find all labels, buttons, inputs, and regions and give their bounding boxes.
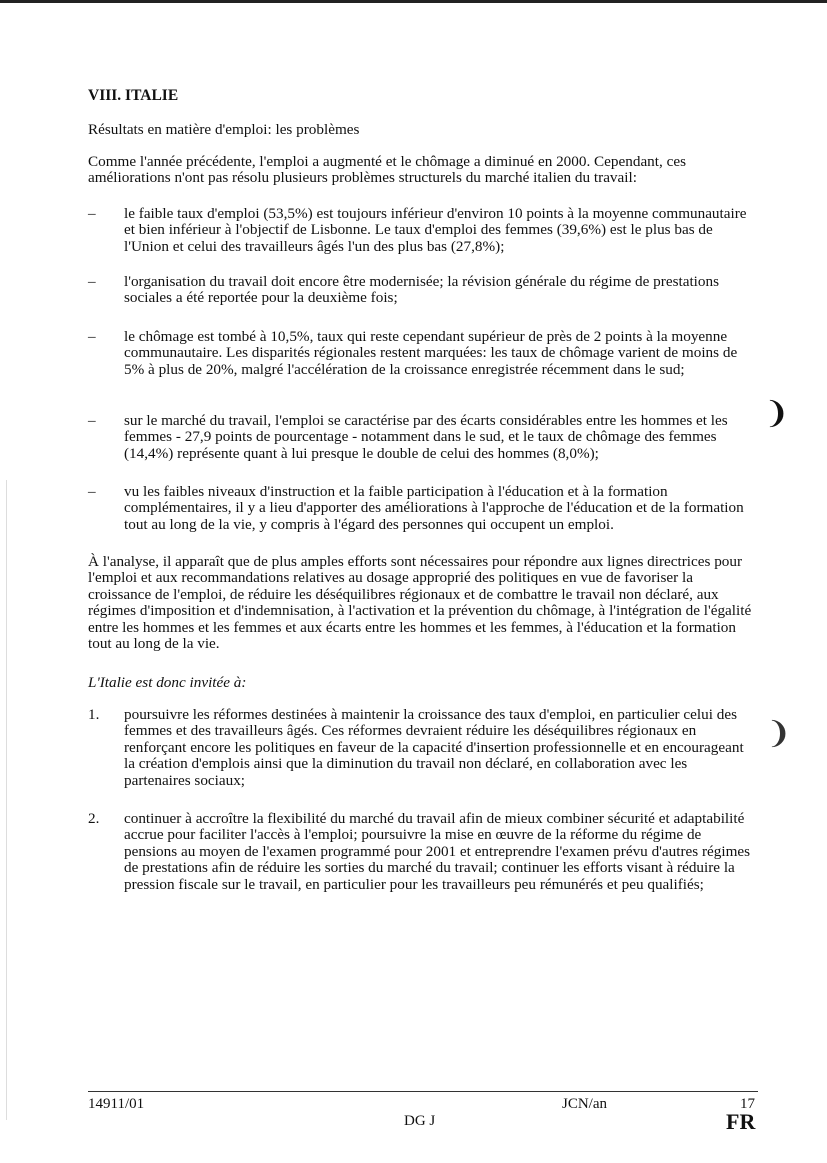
footer-doc-number: 14911/01	[88, 1096, 145, 1112]
top-border-line	[0, 0, 827, 3]
problem-text: sur le marché du travail, l'emploi se caractérise par des écarts considérables entre les hommes et les femmes - 27,9 points de pourcentage - notamment dans le sud, et le taux de chômage des femmes (14,4%) représente quant à lui presque le double de celui des hommes (8,0%);	[124, 412, 728, 462]
binder-hole-mark: ❩	[764, 396, 790, 431]
footer-page-number: 17	[740, 1096, 755, 1112]
problem-item	[88, 274, 758, 307]
intro-paragraph: Comme l'année précédente, l'emploi a augmenté et le chômage a diminué en 2000. Cependant, ces améliorations n'ont pas résolu plusieurs problèmes structurels du marché italien du travail:	[88, 153, 686, 187]
footer-author: JCN/an	[562, 1096, 607, 1112]
recommendation-text: continuer à accroître la flexibilité du marché du travail afin de mieux combiner sécurité et adaptabilité accrue pour faciliter l'accès à l'emploi; poursuivre la mise en œuvre de la réforme du régime de pensions au moyen de l'examen programmé pour 2001 et entreprendre l'examen prévu d'autres régimes de prestations afin de réduire les sorties du marché du travail; continuer les efforts visant à réduire la pression fiscale sur le travail, en particulier pour les travailleurs peu rémunérés et peu qualifiés;	[124, 810, 751, 893]
problem-text: vu les faibles niveaux d'instruction et la faible participation à l'éducation et à la formation complémentaires, il y a lieu d'apporter des améliorations à l'approche de l'éducation et de la formation tout au long de la vie, y compris à l'égard des personnes qui occupent un emploi.	[124, 483, 744, 533]
invitation-line: L'Italie est donc invitée à:	[88, 674, 247, 691]
section-subheading: Résultats en matière d'emploi: les problèmes	[88, 121, 360, 138]
problem-item	[88, 329, 758, 378]
scan-margin-line	[6, 480, 7, 1120]
number-marker: 2.	[88, 810, 100, 827]
recommendation-item	[88, 707, 758, 789]
problem-text: l'organisation du travail doit encore être modernisée; la révision générale du régime de prestations sociales a été reportée pour la deuxième fois;	[124, 273, 719, 307]
section-heading: VIII. ITALIE	[88, 87, 179, 104]
recommendation-text: poursuivre les réformes destinées à maintenir la croissance des taux d'emploi, en particulier celui des femmes et des travailleurs âgés. Ces réformes devraient réduire les déséquilibres régionaux en renforçant encore les politiques en faveur de la capacité d'insertion professionnelle et en encourageant la création d'emplois ainsi que la diminution du travail non déclaré, en collaboration avec les partenaires sociaux;	[124, 706, 744, 789]
problem-item	[88, 413, 758, 462]
footer-rule	[88, 1091, 758, 1092]
footer-directorate: DG J	[404, 1113, 436, 1129]
problem-item	[88, 484, 758, 533]
number-marker: 1.	[88, 706, 100, 723]
dash-marker: –	[88, 483, 96, 500]
footer-language: FR	[726, 1109, 756, 1134]
dash-marker: –	[88, 412, 96, 429]
recommendation-item	[88, 811, 758, 893]
problem-text: le faible taux d'emploi (53,5%) est toujours inférieur d'environ 10 points à la moyenne communautaire et bien inférieur à l'objectif de Lisbonne. Le taux d'emploi des femmes (39,6%) est le plus bas de l'Union et celui des travailleurs âgés l'un des plus bas (27,8%);	[124, 205, 747, 255]
problem-item	[88, 206, 758, 255]
problem-text: le chômage est tombé à 10,5%, taux qui reste cependant supérieur de près de 2 points à la moyenne communautaire. Les disparités régionales restent marquées: les taux de chômage varient de moins de 5% à plus de 20%, malgré l'accélération de la croissance enregistrée récemment dans le sud;	[124, 328, 738, 378]
binder-hole-mark: ❩	[766, 716, 792, 751]
dash-marker: –	[88, 328, 96, 345]
dash-marker: –	[88, 273, 96, 290]
dash-marker: –	[88, 205, 96, 222]
analysis-paragraph: À l'analyse, il apparaît que de plus amples efforts sont nécessaires pour répondre aux lignes directrices pour l'emploi et aux recommandations relatives au dosage approprié des politiques en vue de favoriser la croissance de l'emploi, de réduire les déséquilibres régionaux et de combattre le travail non déclaré, aux régimes d'imposition et d'indemnisation, à l'activation et la prévention du chômage, à l'intégration de l'égalité entre les hommes et les femmes et aux écarts entre les hommes et les femmes, à l'éducation et la formation tout au long de la vie.	[88, 553, 752, 653]
